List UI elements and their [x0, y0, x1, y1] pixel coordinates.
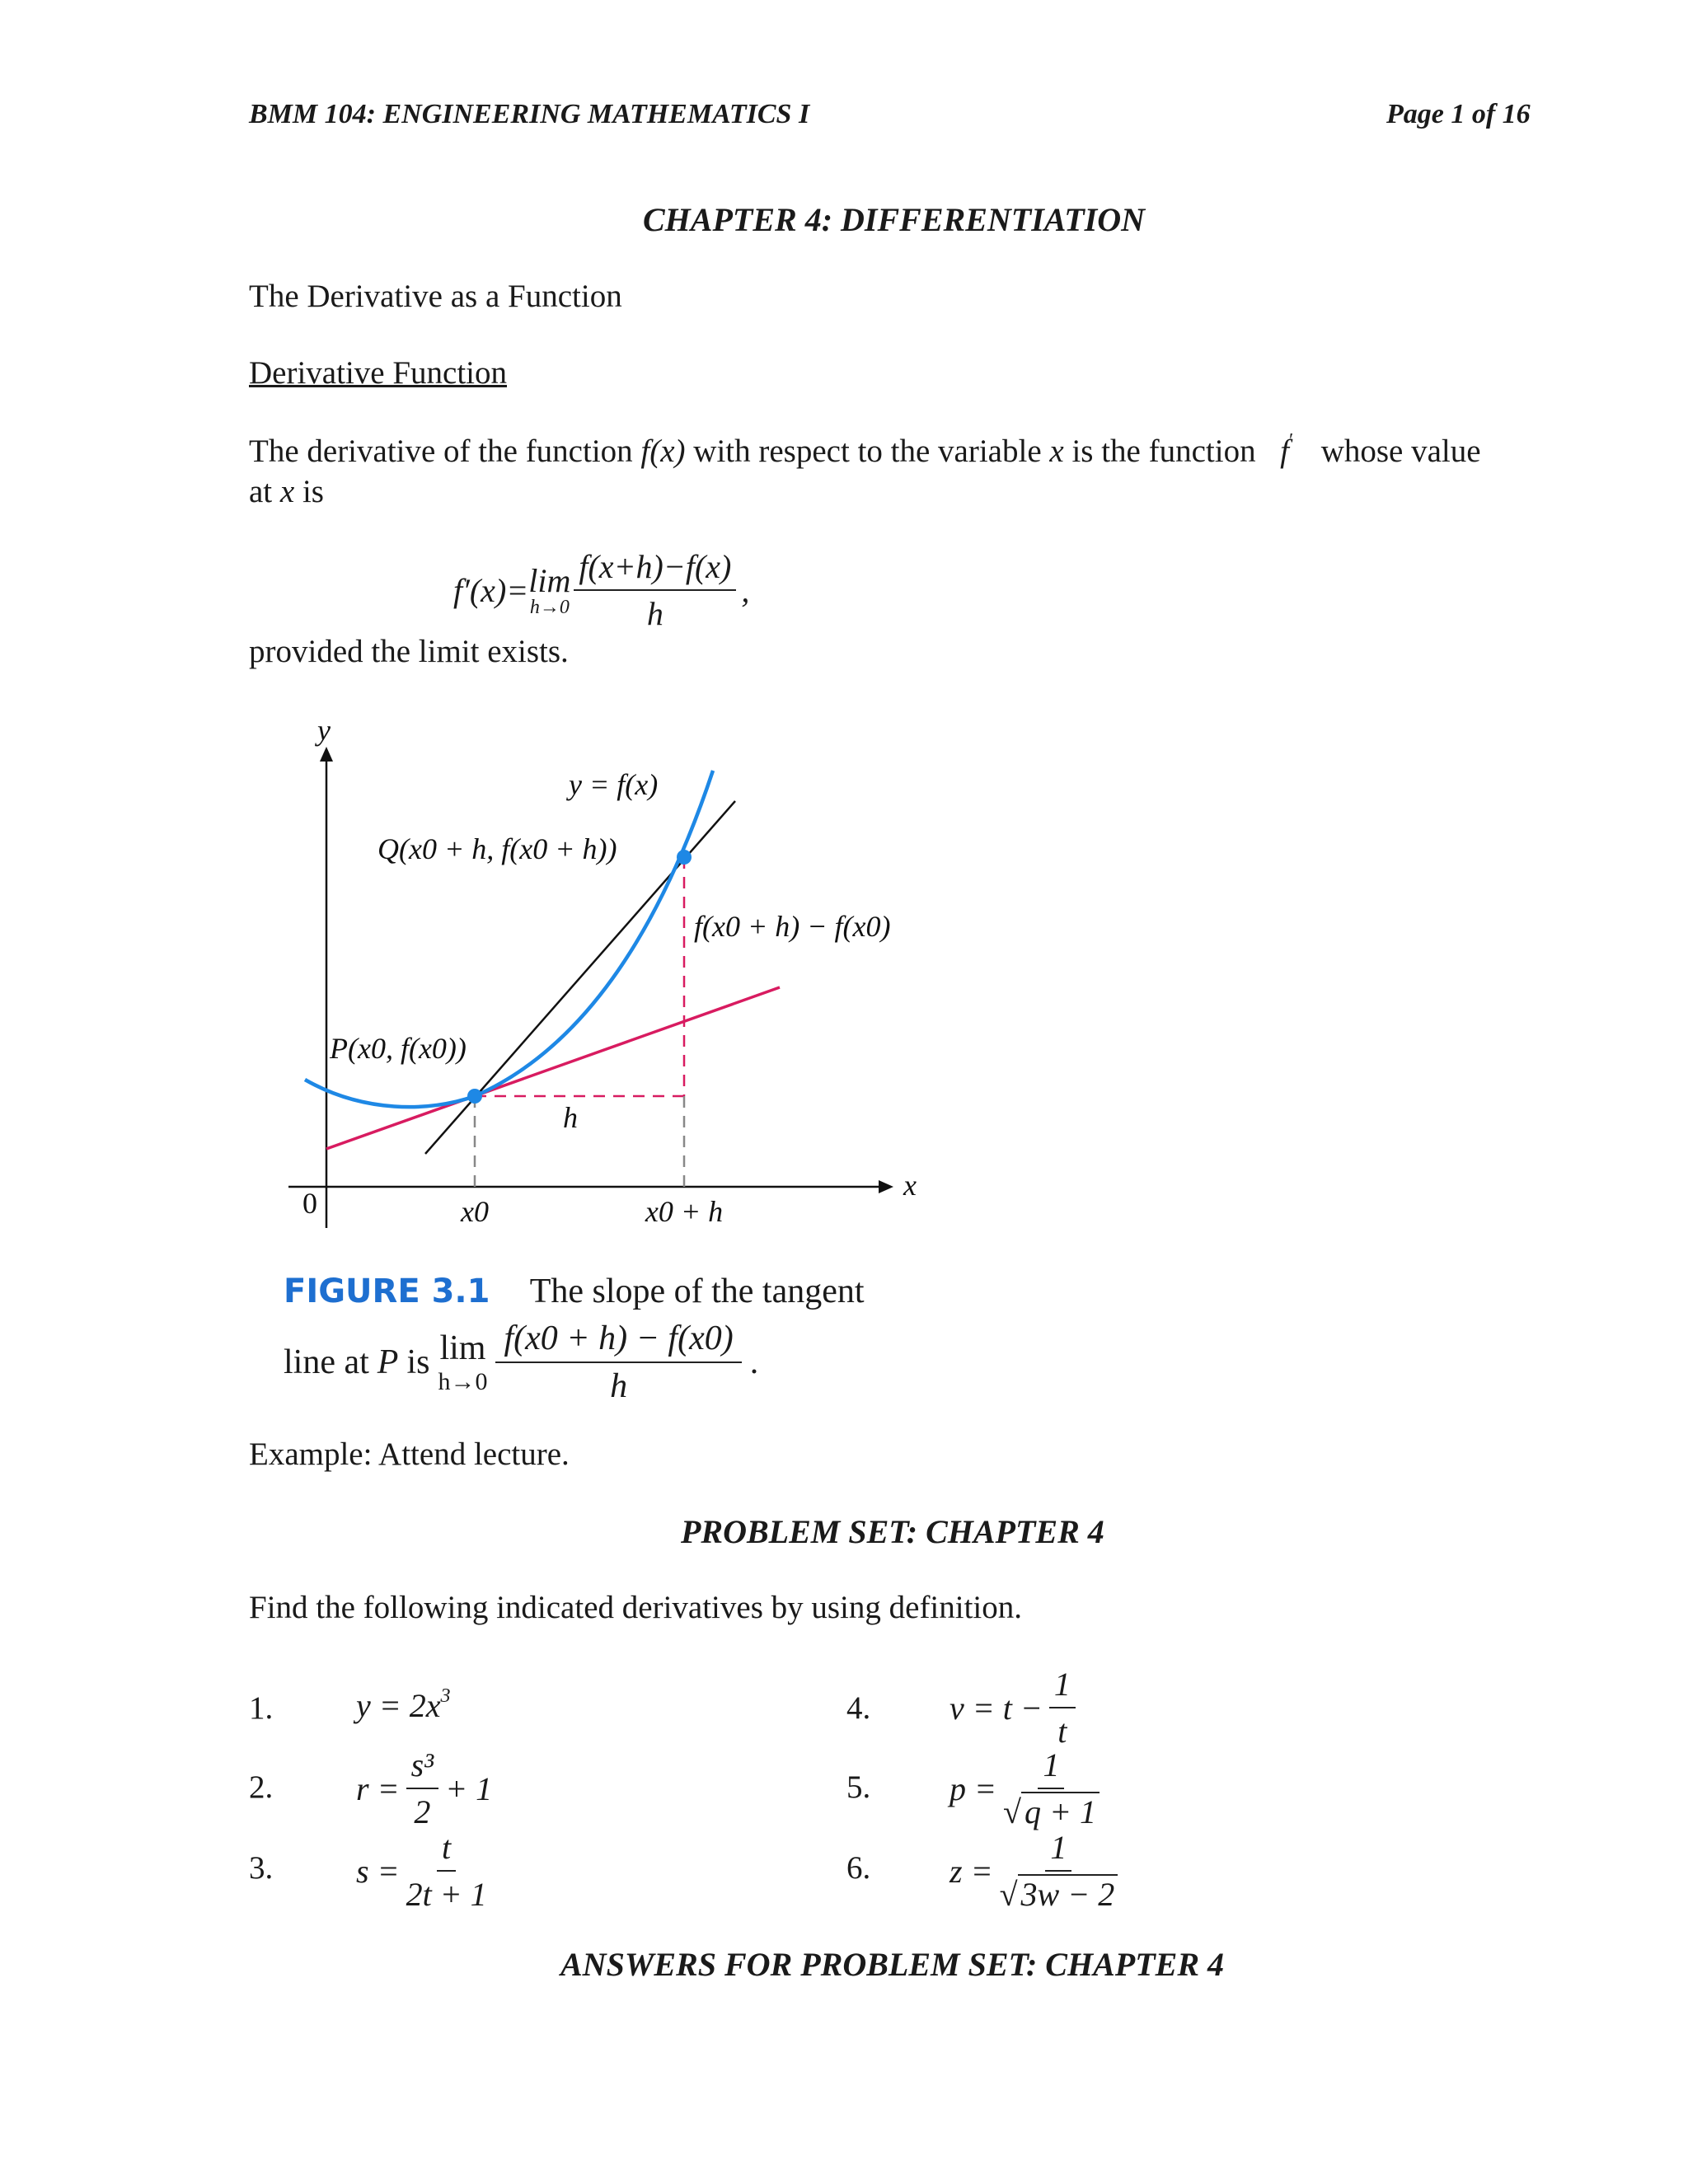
problem-3-number: 3.: [249, 1850, 274, 1886]
problem-3-expression: [356, 1828, 487, 1914]
problem-intro: Find the following indicated derivatives by using definition.: [249, 1590, 1023, 1625]
problem-4-expression: [950, 1665, 1076, 1750]
derivative-formula: [453, 547, 749, 633]
figure-caption-line-2: [284, 1319, 758, 1406]
x0-label: x0: [461, 1195, 489, 1228]
problem-6-numerator: 1: [1045, 1828, 1071, 1872]
problem-6-denominator-wrap: √ 3w − 2: [1000, 1872, 1118, 1914]
definition-is: is: [302, 474, 324, 509]
problem-1-expression: [356, 1686, 451, 1725]
curve-label: y = f(x): [569, 768, 659, 801]
x-axis-arrow: [879, 1180, 893, 1193]
chapter-title: CHAPTER 4: DIFFERENTIATION: [643, 201, 1146, 238]
point-p: [467, 1089, 482, 1104]
problem-1-number: 1.: [249, 1690, 274, 1726]
problem-4-denominator: t: [1057, 1713, 1067, 1750]
definition-x: x: [1049, 434, 1064, 469]
formula-fraction: [574, 547, 736, 633]
subsection-title: Derivative Function: [249, 355, 508, 391]
definition-text-2: with respect to the variable: [693, 434, 1042, 469]
figure-caption-line-1: [284, 1272, 865, 1311]
caption-period: .: [749, 1343, 759, 1381]
problem-2-lhs: r =: [356, 1769, 400, 1807]
problem-5-denominator-wrap: √ q + 1: [1003, 1789, 1100, 1831]
problem-5-lhs: p =: [950, 1769, 996, 1807]
problem-2-tail: + 1: [445, 1769, 493, 1807]
x-axis-label: x: [903, 1169, 917, 1202]
y-axis-arrow: [320, 747, 333, 762]
derivative-figure: [272, 709, 931, 1236]
problem-6-lhs: z =: [950, 1852, 993, 1890]
h-label: h: [563, 1101, 578, 1134]
definition-text-3: is the function: [1071, 434, 1256, 469]
definition-fprime: f: [1280, 434, 1289, 469]
problem-1-lhs: y =: [356, 1687, 401, 1724]
problem-3-lhs: s =: [356, 1852, 400, 1890]
q-label: Q(x0 + h, f(x0 + h)): [377, 832, 617, 865]
formula-lim: lim: [528, 562, 571, 599]
definition-text-4: whose value: [1320, 434, 1481, 469]
caption-limit: [438, 1329, 487, 1396]
problem-6-denominator: 3w − 2: [1018, 1874, 1118, 1913]
caption-lim-sub: h→0: [438, 1368, 488, 1395]
caption-denominator: h: [610, 1367, 628, 1405]
problem-5-denominator: q + 1: [1021, 1792, 1100, 1830]
figure-number: FIGURE 3.1: [284, 1272, 490, 1310]
problem-2-numerator: s³: [406, 1746, 439, 1789]
example-text: Example: Attend lecture.: [249, 1436, 570, 1472]
problem-5-fraction: [1003, 1746, 1100, 1831]
problem-2-fraction: [406, 1746, 439, 1831]
problem-set-title: PROBLEM SET: CHAPTER 4: [681, 1513, 1104, 1550]
difference-label: f(x0 + h) − f(x0): [694, 910, 891, 943]
caption-numerator: f(x0 + h) − f(x0): [495, 1319, 741, 1363]
problem-4-lhs: v = t −: [950, 1689, 1043, 1727]
section-title: The Derivative as a Function: [249, 279, 622, 314]
formula-limit: [528, 561, 570, 619]
formula-comma: ,: [741, 571, 750, 609]
definition-at: at: [249, 474, 273, 509]
p-label: P(x0, f(x0)): [330, 1032, 467, 1065]
formula-numerator: f(x+h)−f(x): [574, 547, 736, 591]
problem-3-numerator: t: [437, 1828, 456, 1872]
y-axis-label: y: [317, 714, 331, 747]
problem-6-number: 6.: [846, 1850, 871, 1886]
problem-4-numerator: 1: [1049, 1665, 1076, 1708]
caption-lim: lim: [439, 1329, 486, 1367]
course-header: BMM 104: ENGINEERING MATHEMATICS I: [249, 99, 810, 129]
definition-line-1: [249, 430, 1481, 470]
problem-5-number: 5.: [846, 1769, 871, 1805]
caption-fraction: [495, 1319, 741, 1406]
caption-text-2a: line at: [284, 1343, 369, 1381]
answers-title: ANSWERS FOR PROBLEM SET: CHAPTER 4: [560, 1946, 1224, 1983]
definition-x-2: x: [279, 474, 295, 509]
definition-text-1: The derivative of the function: [249, 434, 633, 469]
problem-3-denominator: 2t + 1: [406, 1876, 487, 1913]
definition-fx: f(x): [640, 434, 686, 469]
formula-denominator: h: [646, 595, 663, 632]
problem-5-numerator: 1: [1038, 1746, 1064, 1789]
problem-4-number: 4.: [846, 1690, 871, 1726]
formula-lim-sub: h→0: [529, 597, 570, 618]
problem-1-sup: 3: [440, 1685, 451, 1707]
provided-text: provided the limit exists.: [249, 634, 569, 669]
problem-6-expression: [950, 1828, 1118, 1914]
tangent-line: [326, 987, 780, 1149]
problem-2-denominator: 2: [414, 1793, 431, 1830]
problem-2-expression: [356, 1746, 492, 1831]
caption-text-1: The slope of the tangent: [529, 1272, 865, 1310]
x0h-label: x0 + h: [645, 1195, 724, 1228]
formula-lhs: f′(x)=: [453, 571, 529, 609]
problem-1-expr: 2x: [409, 1687, 441, 1724]
problem-3-fraction: [406, 1828, 487, 1914]
definition-line-2: [249, 473, 324, 510]
caption-p: P: [377, 1343, 399, 1381]
problem-4-fraction: [1049, 1665, 1076, 1750]
definition-prime: ′: [1288, 430, 1294, 452]
problem-6-fraction: [1000, 1828, 1118, 1914]
page-number: Page 1 of 16: [1386, 99, 1531, 129]
caption-text-2b: is: [406, 1343, 430, 1381]
point-q: [677, 850, 692, 865]
origin-label: 0: [302, 1187, 317, 1220]
problem-5-expression: [950, 1746, 1100, 1831]
problem-2-number: 2.: [249, 1769, 274, 1805]
